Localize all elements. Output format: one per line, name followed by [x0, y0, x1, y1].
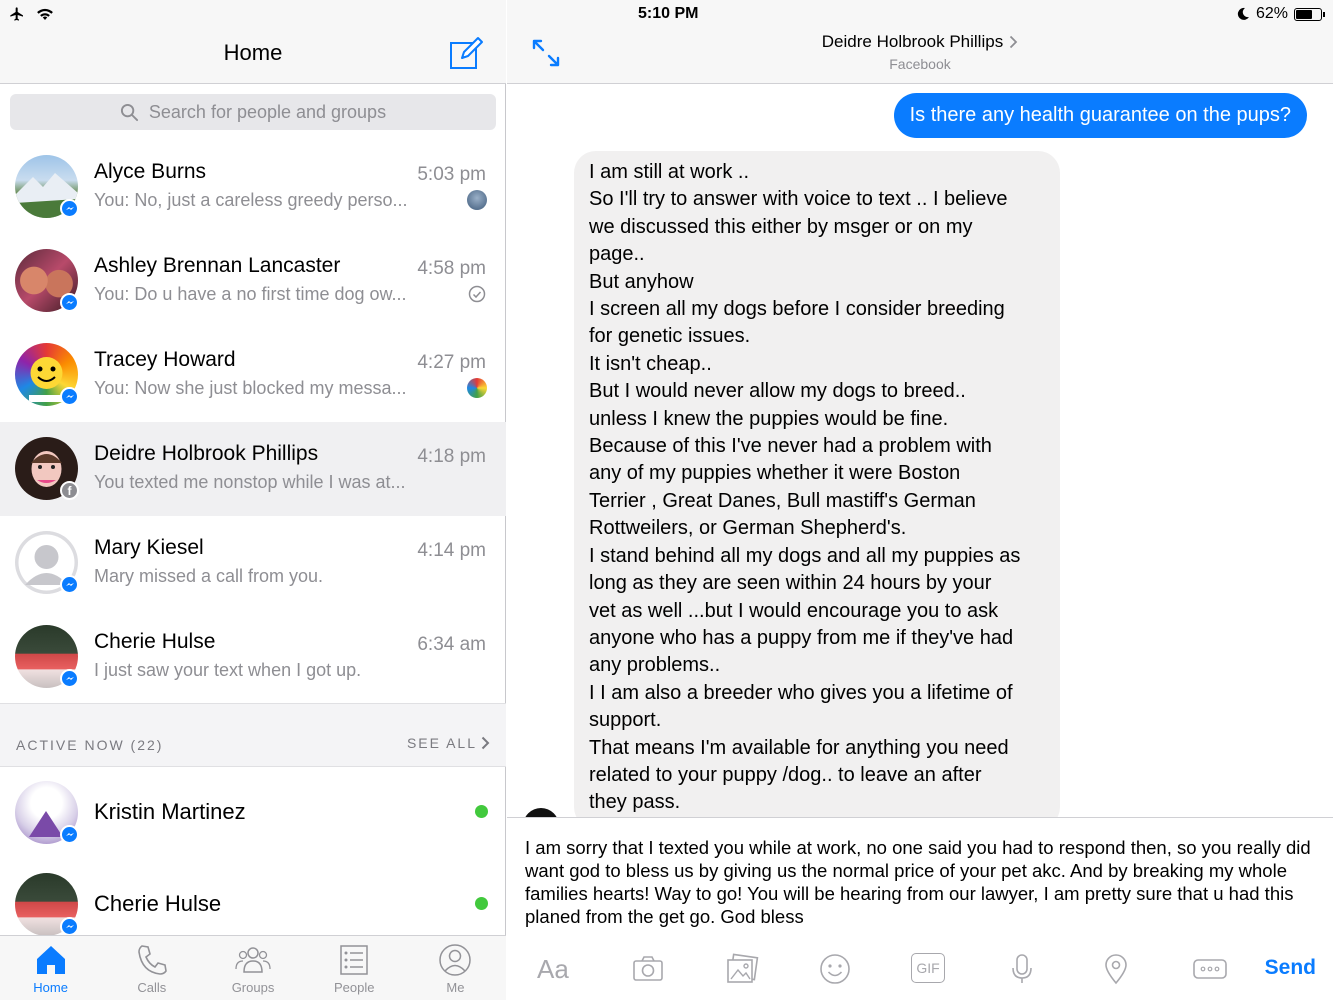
active-now-list: [0, 767, 506, 951]
seen-avatar: [467, 378, 487, 398]
facebook-badge-icon: f: [60, 481, 79, 500]
photo-gallery-icon[interactable]: [725, 952, 759, 986]
phone-icon: [134, 942, 170, 978]
active-contact-name: Kristin Martinez: [94, 799, 246, 824]
outgoing-message[interactable]: Is there any health guarantee on the pups?: [894, 93, 1307, 138]
battery-icon: [1294, 8, 1322, 21]
online-indicator: [475, 897, 488, 910]
emoji-icon[interactable]: [818, 952, 852, 986]
seen-avatar: [467, 190, 487, 210]
search-input[interactable]: [10, 94, 496, 130]
conversation-preview: You texted me nonstop while I was at...: [94, 472, 406, 492]
wifi-icon: [36, 7, 54, 21]
incoming-message-line: they pass.: [589, 791, 681, 814]
conversation-preview: I just saw your text when I got up.: [94, 660, 362, 680]
incoming-message-line: I I am also a breeder who gives you a lifetime of: [589, 681, 1013, 704]
conversation-item[interactable]: [0, 610, 506, 704]
chat-header: [507, 0, 1333, 84]
search-icon: [120, 103, 139, 122]
conversation-time: 4:18 pm: [417, 446, 486, 467]
home-icon: [33, 942, 69, 978]
contact-subtitle: Facebook: [889, 56, 951, 72]
conversation-time: 4:14 pm: [417, 540, 486, 561]
composer-toolbar: [507, 950, 1333, 990]
incoming-message-line: related to your puppy /dog.. to leave an after: [589, 763, 982, 786]
online-indicator: [475, 805, 488, 818]
sent-check-icon: [467, 284, 487, 304]
conversation-name: Ashley Brennan Lancaster: [94, 254, 341, 277]
tab-groups[interactable]: [202, 936, 303, 1000]
message-thread[interactable]: [507, 84, 1333, 817]
conversation-item[interactable]: [0, 140, 506, 234]
conversation-time: 5:03 pm: [417, 164, 486, 185]
battery-level: [1296, 10, 1312, 19]
tab-label: Me: [446, 980, 465, 995]
active-contact-name: Cherie Hulse: [94, 891, 222, 916]
incoming-message-line: Rottweilers, or German Shepherd's.: [589, 517, 907, 540]
messenger-badge-icon: [60, 917, 79, 936]
incoming-message-line: we discussed this either by msger or on my: [589, 215, 973, 238]
send-button[interactable]: Send: [1264, 956, 1316, 979]
incoming-message-line: any of my puppies whether it were Boston: [589, 462, 961, 485]
chevron-right-icon: [481, 736, 490, 750]
tab-label: Calls: [137, 980, 167, 995]
conversation-name: Cherie Hulse: [94, 630, 216, 653]
battery-tip: [1323, 12, 1325, 17]
sender-avatar: [523, 808, 559, 817]
incoming-message-line: long as they are seen within 24 hours by your: [589, 572, 992, 595]
conversation-preview: Mary missed a call from you.: [94, 566, 324, 586]
incoming-message-line: unless I knew the puppies would be fine.: [589, 407, 949, 430]
tab-people[interactable]: [304, 936, 405, 1000]
messenger-badge-icon: [60, 575, 79, 594]
incoming-message-line: for genetic issues.: [589, 325, 751, 348]
incoming-message-line: I screen all my dogs before I consider breeding: [589, 298, 1005, 321]
messenger-badge-icon: [60, 669, 79, 688]
conversation-list-pane: [0, 0, 506, 1000]
active-now-header: [0, 703, 506, 767]
incoming-message[interactable]: [574, 151, 1060, 817]
text-format-button[interactable]: Aa: [537, 954, 569, 984]
chat-pane: [507, 0, 1333, 1000]
incoming-message-line: It isn't cheap..: [589, 352, 712, 375]
tab-label: People: [333, 980, 375, 995]
chevron-right-icon: [1009, 35, 1018, 49]
tab-me[interactable]: [405, 936, 506, 1000]
contact-name: Deidre Holbrook Phillips: [821, 32, 1004, 51]
left-header: [0, 0, 506, 84]
conversation-item-selected[interactable]: [0, 422, 506, 516]
incoming-message-line: page..: [589, 243, 645, 266]
conversation-item[interactable]: [0, 516, 506, 610]
active-contact-item[interactable]: [0, 767, 506, 859]
incoming-message-line: any problems..: [589, 654, 721, 677]
microphone-icon[interactable]: [1005, 952, 1039, 986]
groups-icon: [235, 942, 271, 978]
conversation-preview: You: Now she just blocked my messa...: [94, 378, 407, 398]
messenger-badge-icon: [60, 199, 79, 218]
conversation-item[interactable]: [0, 328, 506, 422]
conversation-name: Mary Kiesel: [94, 536, 204, 559]
see-all-button[interactable]: [407, 735, 490, 751]
incoming-message-line: But I would never allow my dogs to breed..: [589, 380, 966, 403]
location-pin-icon[interactable]: [1099, 952, 1133, 986]
more-options-icon[interactable]: [1193, 952, 1227, 986]
messenger-badge-icon: [60, 825, 79, 844]
people-list-icon: [336, 942, 372, 978]
incoming-message-line: anyone who has a puppy from me if they've had: [589, 626, 1014, 649]
conversation-preview: You: Do u have a no first time dog ow...: [94, 284, 407, 304]
conversation-name: Alyce Burns: [94, 160, 207, 183]
tab-label: Home: [33, 980, 68, 995]
messenger-badge-icon: [60, 293, 79, 312]
conversation-time: 6:34 am: [417, 634, 486, 655]
active-now-label: ACTIVE NOW (22): [16, 737, 164, 753]
status-bar-left: [8, 4, 54, 24]
camera-icon[interactable]: [631, 952, 665, 986]
compose-icon[interactable]: [448, 36, 484, 72]
search-placeholder: Search for people and groups: [148, 101, 387, 122]
tab-home[interactable]: [0, 936, 101, 1000]
message-composer: [507, 817, 1333, 1000]
tab-bar: [0, 935, 506, 1000]
see-all-label: SEE ALL: [406, 735, 477, 751]
conversation-name: Deidre Holbrook Phillips: [94, 442, 319, 465]
incoming-message-line: Terrier , Great Danes, Bull mastiff's German: [589, 489, 976, 512]
incoming-message-line: I am still at work ..: [589, 161, 750, 183]
status-time: 5:10 PM: [638, 5, 699, 22]
battery-percent: 62%: [1255, 5, 1288, 22]
moon-icon: [1236, 7, 1250, 21]
status-bar-right: [1236, 4, 1325, 24]
conversation-preview: You: No, just a careless greedy perso...: [94, 190, 408, 210]
tab-calls[interactable]: [101, 936, 202, 1000]
incoming-message-line: That means I'm available for anything you need: [589, 736, 1009, 759]
conversation-name: Tracey Howard: [94, 348, 236, 371]
messenger-badge-icon: [60, 387, 79, 406]
tab-label: Groups: [231, 980, 275, 995]
conversation-list: [0, 140, 506, 704]
conversation-time: 4:27 pm: [417, 352, 486, 373]
incoming-message-line: vet as well ...but I would encourage you to ask: [589, 599, 999, 622]
conversation-time: 4:58 pm: [417, 258, 486, 279]
incoming-message-line: But anyhow: [589, 270, 694, 293]
incoming-message-line: support.: [589, 709, 662, 732]
incoming-message-line: I stand behind all my dogs and all my puppies as: [589, 544, 1021, 567]
profile-icon: [437, 942, 473, 978]
message-input[interactable]: I am sorry that I texted you while at work, no one said you had to respond then, so you really did want god to bless us by giving us the normal price of your pet akc. And by breaking my whole families hearts! Way to go! You will be hearing from our lawyer, I am pretty sure that u had this planed from the get go. God bless: [525, 837, 1311, 927]
contact-name-button[interactable]: [507, 32, 1333, 52]
conversation-item[interactable]: [0, 234, 506, 328]
incoming-message-line: Because of this I've never had a problem with: [589, 435, 992, 458]
airplane-icon: [8, 6, 26, 22]
gif-button[interactable]: GIF: [911, 953, 945, 983]
incoming-message-line: So I'll try to answer with voice to text .. I believe: [589, 188, 1008, 211]
page-title: Home: [223, 40, 283, 65]
